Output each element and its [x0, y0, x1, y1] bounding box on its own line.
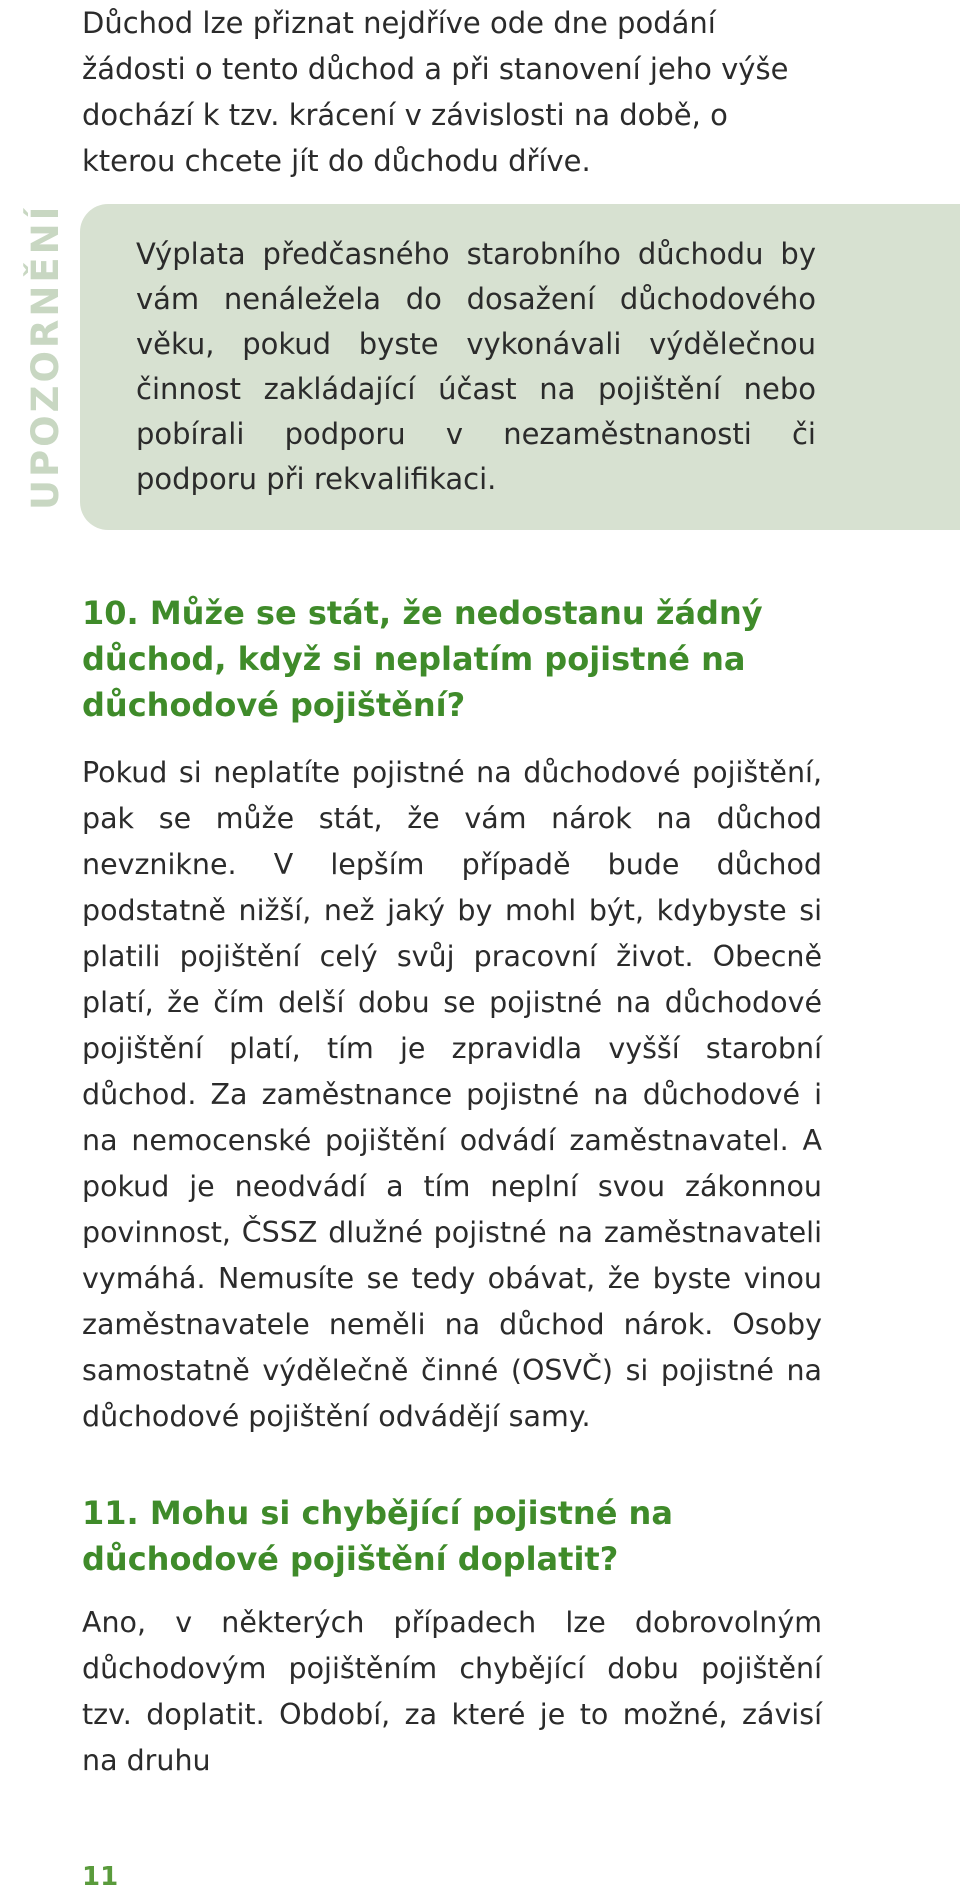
section-body-10: Pokud si neplatíte pojistné na důchodové pojištění, pak se může stát, že vám nárok na důchod nevznikne. V lepším případě bude důchod podstatně nižší, než jaký by mohl být, kdybyste si platili pojištění celý svůj pracovní život. Obecně platí, že čím delší dobu se pojistné na důchodové pojištění platí, tím je zpravidla vyšší starobní důchod. Za zaměstnance pojistné na důchodové i na nemocenské pojištění odvádí zaměstnavatel. A pokud je neodvádí a tím neplní svou zákonnou povinnost, ČSSZ dlužné pojistné na zaměstnavateli vymáhá. Nemusíte se tedy obávat, že byste vinou zaměstnavatele neměli na důchod nárok. Osoby samostatně výdělečně činné (OSVČ) si pojistné na důchodové pojištění odvádějí samy.: [82, 756, 822, 1433]
notice-label: UPOZORNĚNÍ: [24, 203, 67, 510]
page-number: 11: [82, 1862, 119, 1892]
intro-paragraph: Důchod lze přiznat nejdříve ode dne podání žádosti o tento důchod a při stanovení jeho výše dochází k tzv. krácení v závislosti na době, o kterou chcete jít do důchodu dříve.: [82, 6, 789, 178]
section-heading-11: 11. Mohu si chybějící pojistné na důchodové pojištění doplatit?: [82, 1494, 673, 1578]
section-body-11: Ano, v některých případech lze dobrovolným důchodovým pojištěním chybějící dobu pojištění tzv. doplatit. Období, za které je to možné, závisí na druhu: [82, 1606, 822, 1777]
notice-text: Výplata předčasného starobního důchodu by vám nenáležela do dosažení důchodového věku, pokud byste vykonávali výdělečnou činnost zakládající účast na pojištění nebo pobírali podporu v nezaměstnanosti či podporu při rekvalifikaci.: [136, 237, 816, 496]
section-heading-10: 10. Může se stát, že nedostanu žádný důchod, když si neplatím pojistné na důchodové pojištění?: [82, 594, 763, 724]
